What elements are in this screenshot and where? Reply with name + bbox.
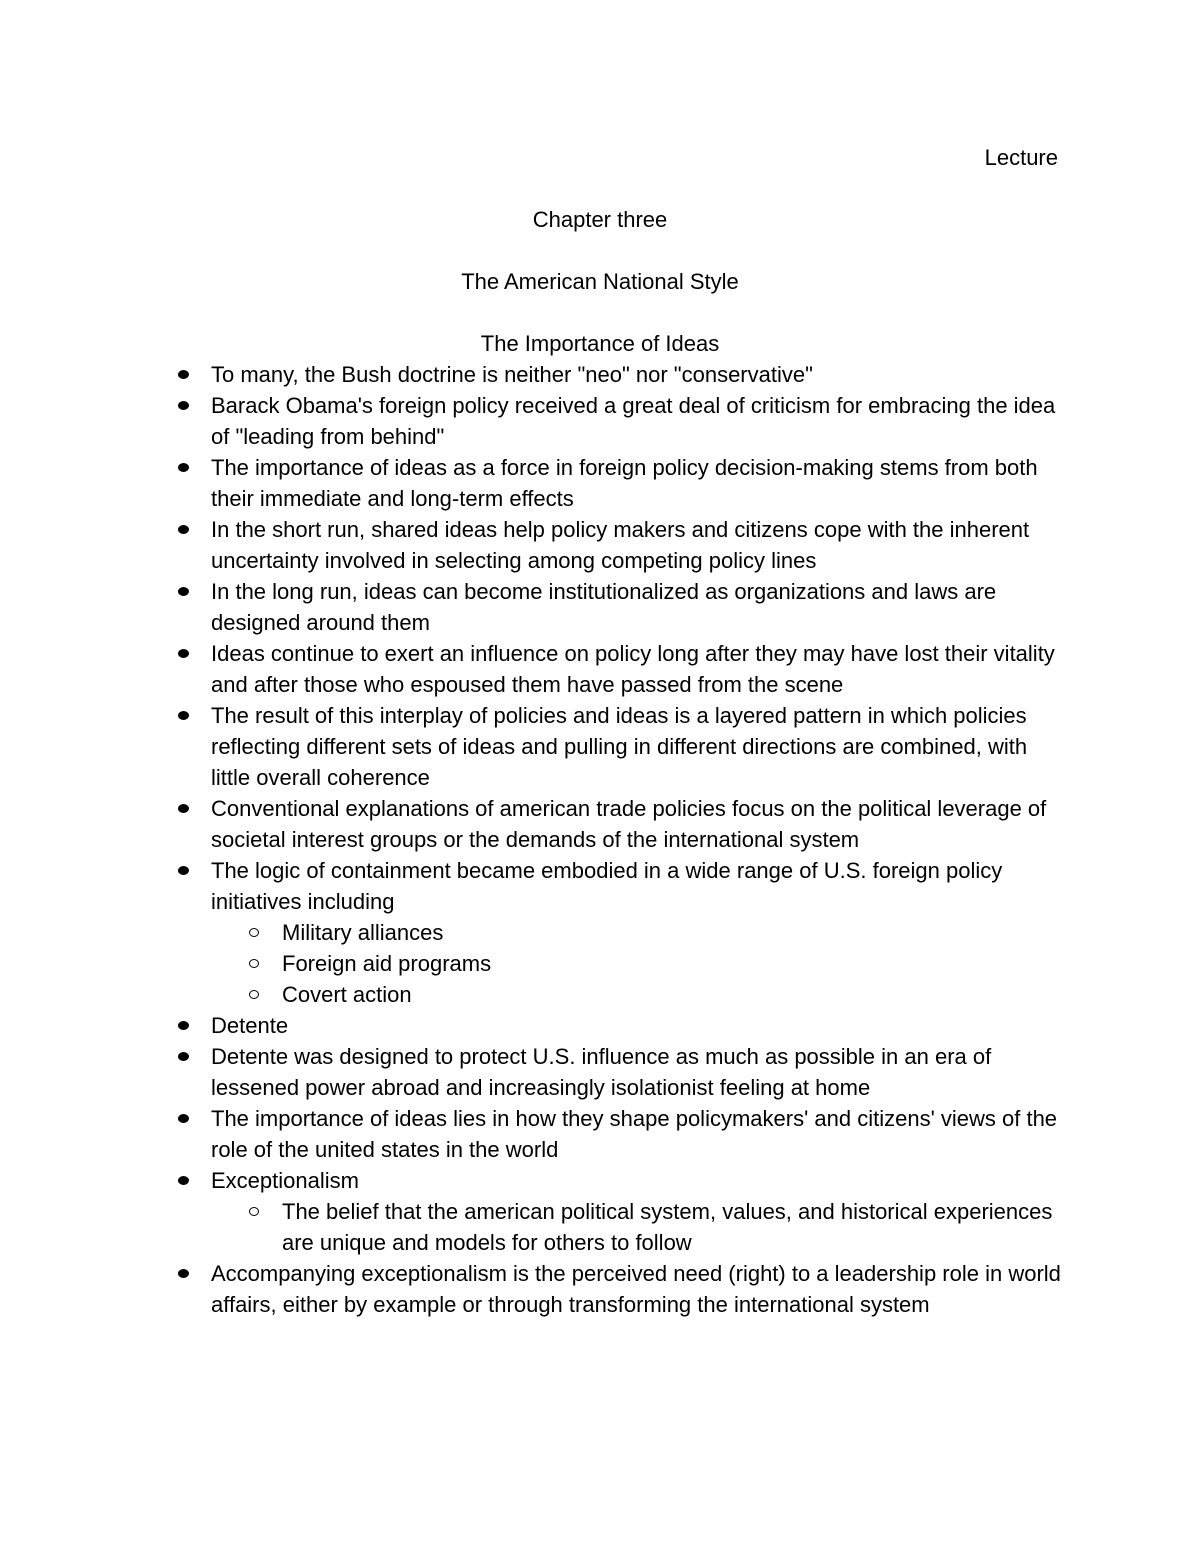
- list-item-text: Conventional explanations of american trade policies focus on the political leverage of societal interest groups or the demands of the international system: [211, 796, 1047, 852]
- list-item-text: Barack Obama's foreign policy received a great deal of criticism for embracing the idea of "leading from behind": [211, 393, 1056, 449]
- list-item: [0, 514, 1200, 576]
- section-title: The Importance of Ideas: [480, 331, 720, 356]
- bullet-dot-icon: [178, 1052, 189, 1061]
- list-item: [0, 638, 1200, 700]
- bullet-dot-icon: [178, 525, 189, 534]
- bullet-dot-icon: [178, 804, 189, 813]
- sub-list-item: [0, 917, 1200, 948]
- list-item-text: Exceptionalism: [211, 1168, 359, 1193]
- lecture-label: Lecture: [984, 145, 1058, 170]
- hollow-bullet-icon: [249, 990, 259, 999]
- list-item: [0, 793, 1200, 855]
- sub-list-item-text: Covert action: [282, 982, 412, 1007]
- list-item-text: Accompanying exceptionalism is the perceived need (right) to a leadership role in world affairs, either by example or through transforming the international system: [211, 1261, 1061, 1317]
- list-item-text: The result of this interplay of policies and ideas is a layered pattern in which policies reflecting different sets of ideas and pulling in different directions are combined, with little overall coherence: [211, 703, 1028, 790]
- chapter-heading: Chapter three: [532, 207, 668, 232]
- bullet-list: [0, 359, 1200, 1320]
- bullet-dot-icon: [178, 866, 189, 875]
- sub-list-item-text: Military alliances: [282, 920, 444, 945]
- list-item: [0, 1041, 1200, 1103]
- list-item-text: To many, the Bush doctrine is neither "neo" nor "conservative": [211, 362, 813, 387]
- list-item: [0, 1258, 1200, 1320]
- sub-list-item: [0, 979, 1200, 1010]
- sub-list-item-text: Foreign aid programs: [282, 951, 492, 976]
- bullet-dot-icon: [178, 370, 189, 379]
- sub-list-item-text: The belief that the american political system, values, and historical experiences are unique and models for others to follow: [282, 1199, 1053, 1255]
- list-item-text: In the long run, ideas can become institutionalized as organizations and laws are designed around them: [211, 579, 997, 635]
- bullet-dot-icon: [178, 463, 189, 472]
- bullet-dot-icon: [178, 401, 189, 410]
- document-subtitle: The American National Style: [461, 269, 739, 294]
- bullet-dot-icon: [178, 711, 189, 720]
- list-item: [0, 576, 1200, 638]
- list-item-text: The logic of containment became embodied in a wide range of U.S. foreign policy initiatives including: [211, 858, 1003, 914]
- list-item: [0, 452, 1200, 514]
- hollow-bullet-icon: [249, 928, 259, 937]
- list-item: [0, 1103, 1200, 1165]
- sub-list-item: [0, 948, 1200, 979]
- list-item: [0, 359, 1200, 390]
- sub-list-item: [0, 1196, 1200, 1258]
- list-item-text: The importance of ideas as a force in foreign policy decision-making stems from both their immediate and long-term effects: [211, 455, 1038, 511]
- list-item-text: Detente was designed to protect U.S. influence as much as possible in an era of lessened power abroad and increasingly isolationist feeling at home: [211, 1044, 992, 1100]
- bullet-dot-icon: [178, 649, 189, 658]
- list-item-text: In the short run, shared ideas help policy makers and citizens cope with the inherent uncertainty involved in selecting among competing policy lines: [211, 517, 1030, 573]
- bullet-dot-icon: [178, 587, 189, 596]
- list-item-text: Ideas continue to exert an influence on policy long after they may have lost their vitality and after those who espoused them have passed from the scene: [211, 641, 1055, 697]
- hollow-bullet-icon: [249, 1207, 259, 1216]
- list-item: [0, 1010, 1200, 1041]
- bullet-dot-icon: [178, 1269, 189, 1278]
- list-item-text: Detente: [211, 1013, 289, 1038]
- hollow-bullet-icon: [249, 959, 259, 968]
- list-item: [0, 855, 1200, 917]
- list-item-text: The importance of ideas lies in how they shape policymakers' and citizens' views of the role of the united states in the world: [211, 1106, 1058, 1162]
- bullet-dot-icon: [178, 1114, 189, 1123]
- list-item: [0, 390, 1200, 452]
- bullet-dot-icon: [178, 1021, 189, 1030]
- list-item: [0, 700, 1200, 793]
- bullet-dot-icon: [178, 1176, 189, 1185]
- list-item: [0, 1165, 1200, 1196]
